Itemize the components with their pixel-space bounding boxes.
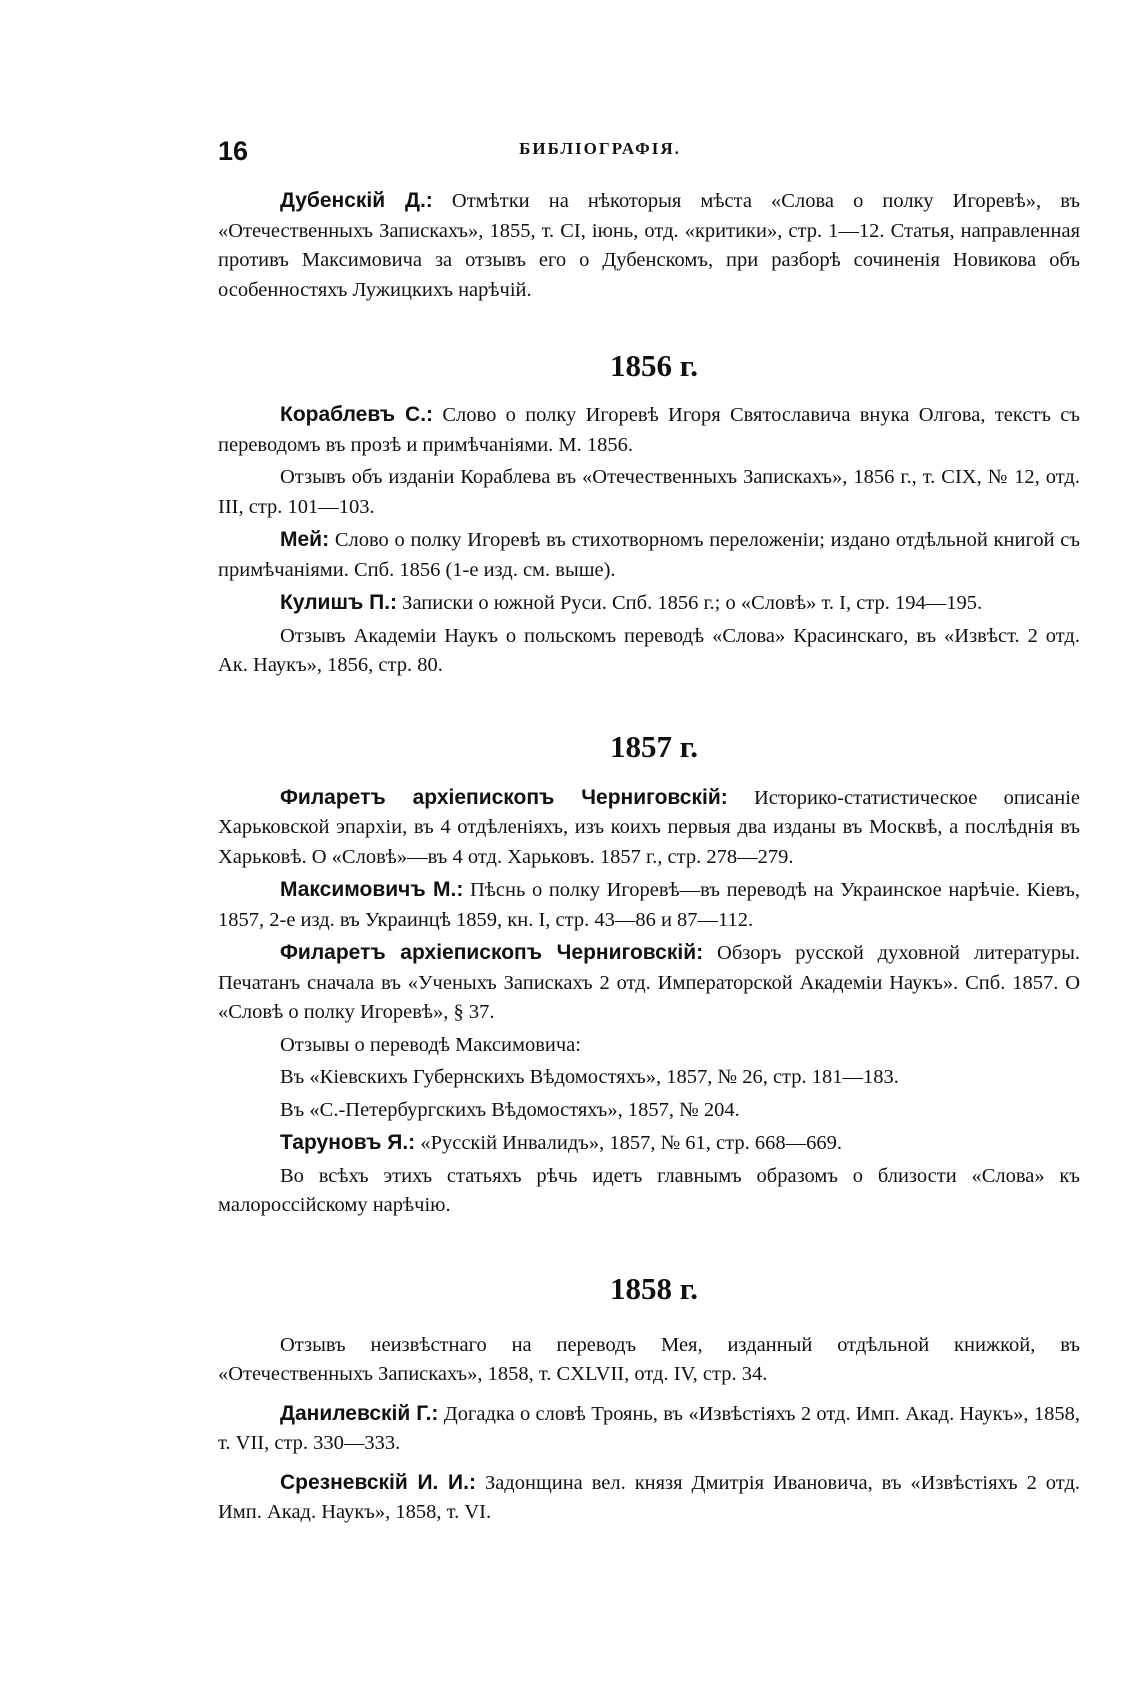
page-body <box>218 186 1080 1537</box>
year-heading: 1858 г. <box>609 1270 699 1306</box>
bibliography-entry <box>218 1128 1080 1159</box>
entry-text: Отзывъ объ изданіи Кораблева въ «Отечественныхъ Запискахъ», 1856 г., т. CIX, № 12, отд. III, стр. 101—103. <box>218 466 1080 518</box>
entry-author: Филаретъ архіепископъ Черниговскій: <box>280 941 704 964</box>
entry-text: Пѣснь о полку Игоревѣ—въ переводѣ на Украинское нарѣчіе. Кіевъ, 1857, 2-е изд. въ Украинцѣ 1859, кн. I, стр. 43—86 и 87—112. <box>218 879 1080 931</box>
entry-author: Кулишъ П.: <box>280 591 398 614</box>
bibliography-entry <box>218 1468 1080 1528</box>
entry-text: «Русскій Инвалидъ», 1857, № 61, стр. 668—669. <box>420 1132 842 1154</box>
entry-author: Филаретъ архіепископъ Черниговскій: <box>280 785 728 809</box>
entry-author: Данилевскій Г.: <box>280 1401 439 1425</box>
bibliography-entry <box>218 938 1080 1028</box>
running-title: БИБЛІОГРАФІЯ. <box>519 139 681 158</box>
bibliography-entry <box>218 1162 1080 1221</box>
entry-author: Срезневскій И. И.: <box>280 1470 476 1494</box>
page-number: 16 <box>218 136 249 166</box>
bibliography-entry <box>218 400 1080 460</box>
bibliography-entry <box>218 1063 1080 1093</box>
entry-text: Отмѣтки на нѣкоторыя мѣста «Слова о полку Игоревѣ», въ «Отечественныхъ Запискахъ», 1855, т. CI, іюнь, отд. «критики», стр. 1—12. Статья, направленная противъ Максимовича за отзывъ его о Дубенскомъ, при разборѣ сочиненія Новикова объ особенностяхъ Лужицкихъ нарѣчій. <box>218 190 1080 301</box>
entry-text: Въ «Кіевскихъ Губернскихъ Вѣдомостяхъ», 1857, № 26, стр. 181—183. <box>280 1066 899 1088</box>
bibliography-entry <box>218 1331 1080 1390</box>
bibliography-entry <box>218 588 1080 619</box>
bibliography-entry <box>218 463 1080 522</box>
entry-text: Обзоръ русской духовной литературы. Печатанъ сначала въ «Ученыхъ Запискахъ 2 отд. Императорской Академіи Наукъ». Спб. 1857. О «Словѣ о полку Игоревѣ», § 37. <box>218 942 1081 1023</box>
bibliography-entry <box>218 1031 1080 1061</box>
entry-author: Максимовичъ М.: <box>280 878 464 901</box>
entry-text: Слово о полку Игоревѣ въ стихотворномъ переложеніи; издано отдѣльной книгой съ примѣчаніями. Спб. 1856 (1-е изд. см. выше). <box>218 529 1081 581</box>
entry-text: Во всѣхъ этихъ статьяхъ рѣчь идетъ главнымъ образомъ о близости «Слова» къ малороссійскому нарѣчію. <box>218 1164 1080 1216</box>
entry-author: Мей: <box>280 528 330 551</box>
bibliography-entry <box>218 1096 1080 1126</box>
bibliography-entry <box>218 622 1080 681</box>
entry-text: Отзывъ Академіи Наукъ о польскомъ переводѣ «Слова» Красинскаго, въ «Извѣст. 2 отд. Ак. Наукъ», 1856, стр. 80. <box>218 624 1080 676</box>
entry-text: Слово о полку Игоревѣ Игоря Святославича внука Олгова, текстъ съ переводомъ въ прозѣ и примѣчаніями. М. 1856. <box>218 404 1080 456</box>
entry-text: Отзывы о переводѣ Максимовича: <box>280 1033 581 1056</box>
entry-author: Таруновъ Я.: <box>280 1131 416 1154</box>
bibliography-entry <box>218 1399 1080 1459</box>
entry-author: Кораблевъ С.: <box>280 403 434 426</box>
bibliography-entry <box>218 525 1080 585</box>
entry-text: Догадка о словѣ Троянь, въ «Извѣстіяхъ 2 отд. Имп. Акад. Наукъ», 1858, т. VII, стр. 330—333. <box>218 1402 1080 1454</box>
year-heading: 1857 г. <box>609 728 699 764</box>
entry-author: Дубенскій Д.: <box>280 189 433 212</box>
entry-text: Записки о южной Руси. Спб. 1856 г.; о «Словѣ» т. I, стр. 194—195. <box>402 592 983 614</box>
entry-text: Задонщина вел. князя Дмитрія Ивановича, въ «Извѣстіяхъ 2 отд. Имп. Акад. Наукъ», 1858, т. VI. <box>218 1471 1080 1523</box>
bibliography-entry <box>218 186 1080 305</box>
year-heading: 1856 г. <box>609 348 699 383</box>
bibliography-entry <box>218 783 1080 873</box>
entry-text: Въ «С.-Петербургскихъ Вѣдомостяхъ», 1857, № 204. <box>280 1098 740 1121</box>
entry-text: Историко-статистическое описаніе Харьковской эпархіи, въ 4 отдѣленіяхъ, изъ коихъ первыя два изданы въ Москвѣ, а послѣднія въ Харьковѣ. О «Словѣ»—въ 4 отд. Харьковъ. 1857 г., стр. 278—279. <box>218 786 1080 868</box>
entry-text: Отзывъ неизвѣстнаго на переводъ Мея, изданный отдѣльной книжкой, въ «Отечественныхъ Запискахъ», 1858, т. CXLVII, отд. IV, стр. 34. <box>218 1333 1080 1385</box>
bibliography-entry <box>218 875 1080 935</box>
